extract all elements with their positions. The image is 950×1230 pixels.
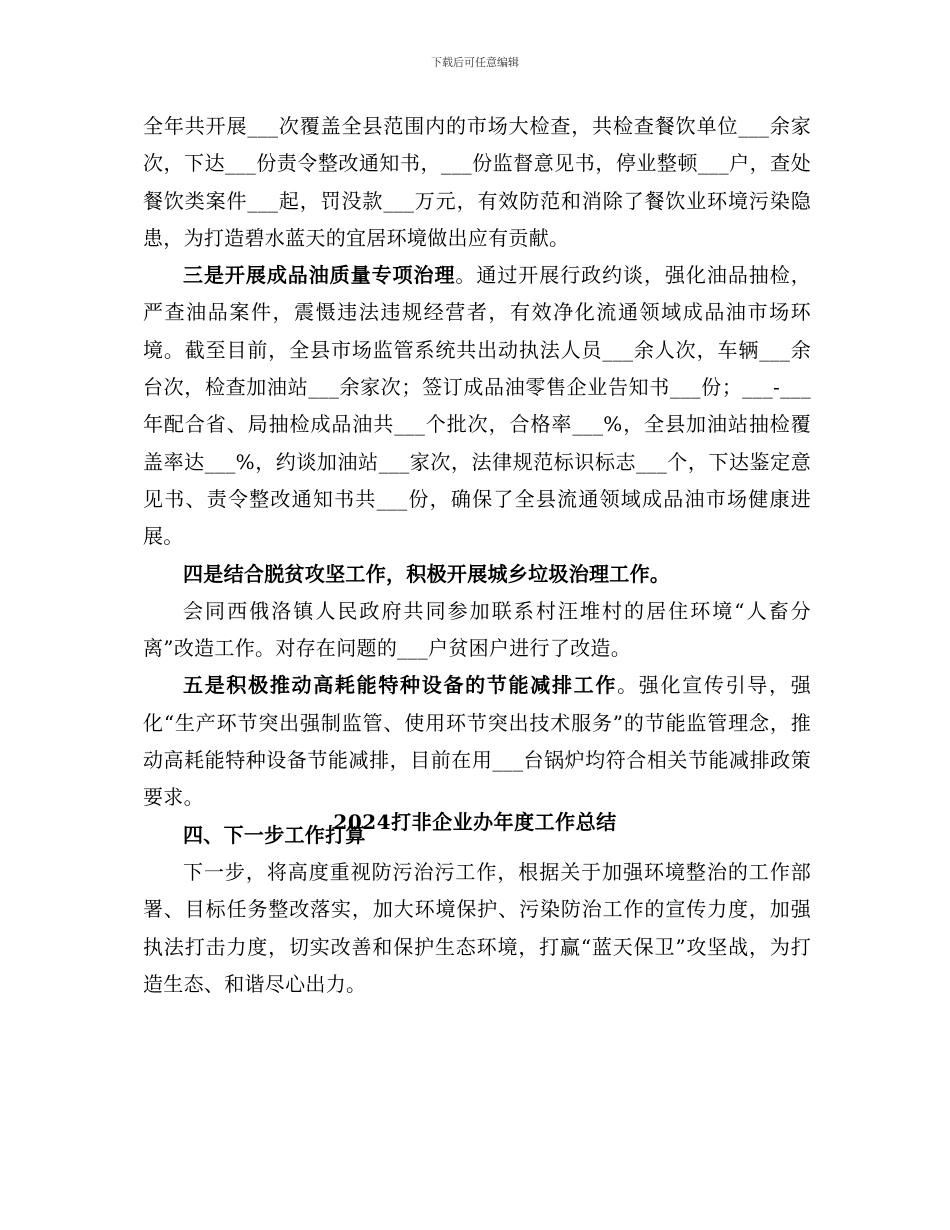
paragraph-next-steps-body: 下一步，将高度重视防污治污工作，根据关于加强环境整治的工作部署、目标任务整改落实，加大环境保护、污染防治工作的宣传力度，加强执法打击力度，切实改善和保护生态环境，打赢“蓝天保卫”攻坚战，为打造生态、和谐尽心出力。 bbox=[143, 859, 811, 996]
section-heading-poverty: 四是结合脱贫攻坚工作，积极开展城乡垃圾治理工作。 bbox=[183, 561, 671, 586]
paragraph-energy-body: 。强化宣传引导，强化“生产环节突出强制监管、使用环节突出技术服务”的节能监管理念，推动高耗能特种设备节能减排，目前在用___台锅炉均符合相关节能减排政策要求。 bbox=[143, 673, 812, 810]
paragraph-poverty-body: 会同西俄洛镇人民政府共同参加联系村汪堆村的居住环境“人畜分离”改造工作。对存在问题的___户贫困户进行了改造。 bbox=[143, 598, 811, 661]
paragraph-energy-saving bbox=[143, 667, 811, 816]
section-heading-next-steps: 四、下一步工作打算 bbox=[183, 822, 366, 847]
page-header: 下载后可任意编辑 bbox=[431, 56, 519, 69]
paragraph-food-inspection: 全年共开展___次覆盖全县范围内的市场大检查，共检查餐饮单位___余家次，下达___份责令整改通知书，___份监督意见书，停业整顿___户，查处餐饮类案件___起，罚没款___万元，有效防范和消除了餐饮业环境污染隐患，为打造碧水蓝天的宜居环境做出应有贡献。 bbox=[143, 114, 811, 250]
document-title: 2024打非企业办年度工作总结 bbox=[333, 810, 617, 834]
section-heading-fuel: 三是开展成品油质量专项治理 bbox=[183, 263, 456, 288]
paragraph-fuel-quality bbox=[143, 257, 811, 555]
document-body bbox=[143, 108, 811, 1003]
paragraph-fuel-body: 。通过开展行政约谈，强化油品抽检，严查油品案件，震慑违法违规经营者，有效净化流通领域成品油市场环境。截至目前，全县市场监管系统共出动执法人员___余人次，车辆___余台次，检查加油站___余家次；签订成品油零售企业告知书___份；___-___年配合省、局抽检成品油共___个批次，合格率___%，全县加油站抽检覆盖率达___%，约谈加油站___家次，法律规范标识标志___个，下达鉴定意见书、责令整改通知书共___份，确保了全县流通领域成品油市场健康进展。 bbox=[143, 263, 811, 549]
section-heading-energy: 五是积极推动高耗能特种设备的节能减排工作 bbox=[183, 673, 618, 698]
